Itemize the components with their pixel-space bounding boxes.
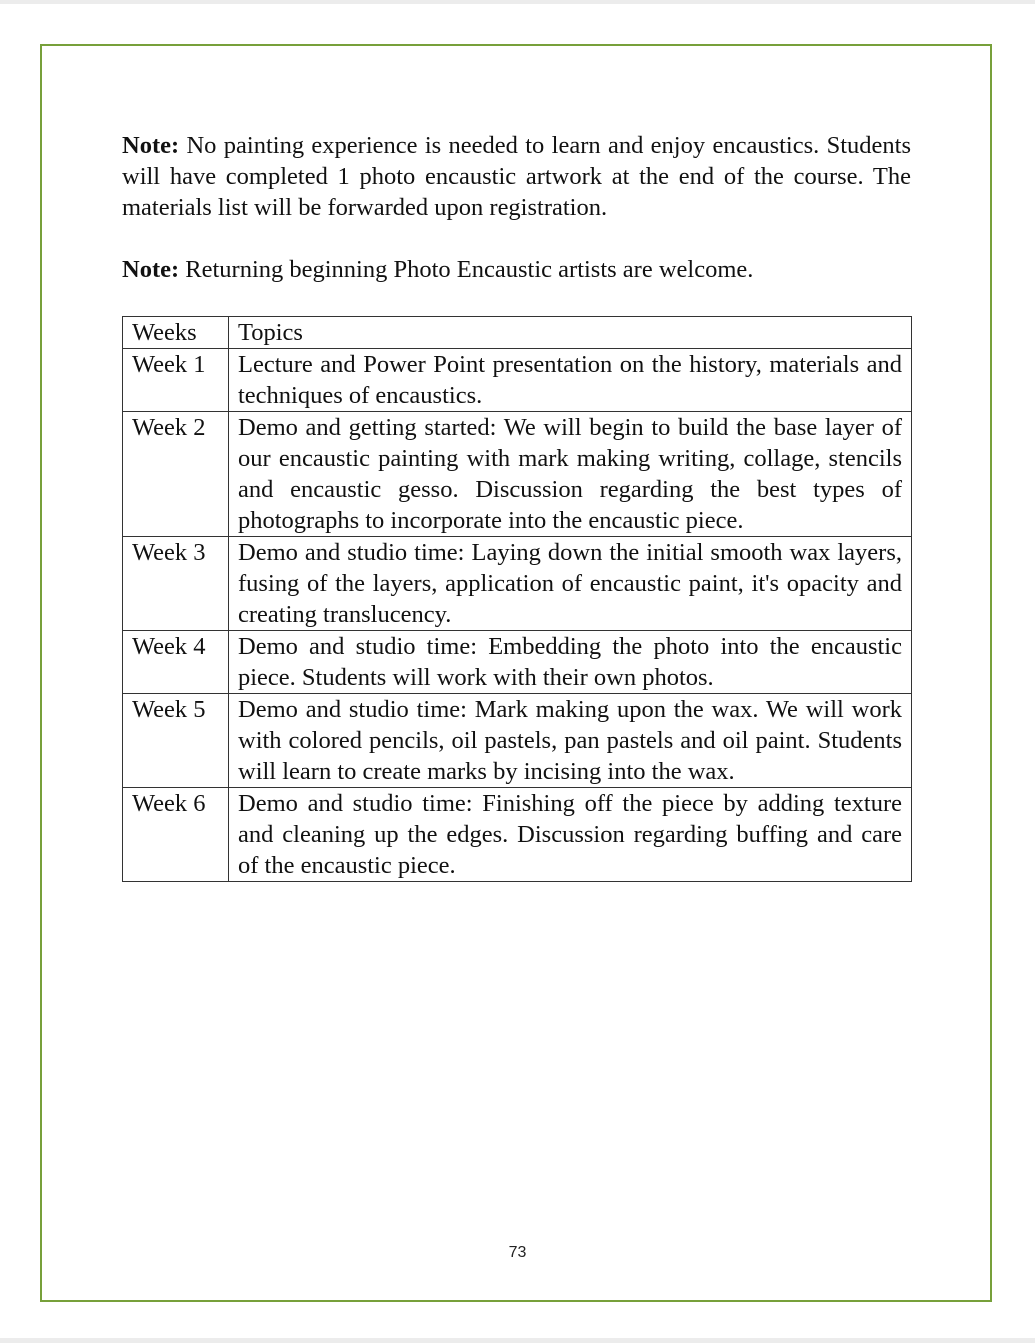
table-row: [123, 631, 912, 694]
note-text: No painting experience is needed to learn and enjoy encaustics. Students will have completed 1 photo encaustic artwork at the end of the course. The materials list will be forwarded upon registration.: [122, 132, 911, 221]
topic-cell: Demo and studio time: Embedding the photo into the encaustic piece. Students will work with their own photos.: [229, 631, 912, 694]
table-row: [123, 412, 912, 537]
note-text: Returning beginning Photo Encaustic artists are welcome.: [179, 256, 754, 283]
page-content: [122, 130, 911, 882]
week-cell: Week 6: [123, 788, 229, 882]
weekly-schedule-table: [122, 316, 912, 882]
topic-cell: Demo and studio time: Mark making upon the wax. We will work with colored pencils, oil pastels, pan pastels and oil paint. Students will learn to create marks by incising into the wax.: [229, 694, 912, 788]
weeks-column-header: Weeks: [123, 317, 229, 349]
week-cell: Week 4: [123, 631, 229, 694]
document-page: [0, 4, 1035, 1338]
table-row: [123, 537, 912, 631]
week-cell: Week 1: [123, 349, 229, 412]
week-cell: Week 3: [123, 537, 229, 631]
page-number: 73: [508, 1244, 527, 1261]
week-cell: Week 2: [123, 412, 229, 537]
table-row: [123, 349, 912, 412]
note-paragraph-1: [122, 130, 911, 223]
note-label: Note:: [122, 256, 180, 283]
week-cell: Week 5: [123, 694, 229, 788]
topic-cell: Demo and getting started: We will begin to build the base layer of our encaustic painting with mark making writing, collage, stencils and encaustic gesso. Discussion regarding the best types of photographs to incorporate into the encaustic piece.: [229, 412, 912, 537]
table-row: [123, 694, 912, 788]
table-header-row: [123, 317, 912, 349]
table-row: [123, 788, 912, 882]
note-label: Note:: [122, 132, 180, 159]
topic-cell: Demo and studio time: Laying down the initial smooth wax layers, fusing of the layers, application of encaustic paint, it's opacity and creating translucency.: [229, 537, 912, 631]
note-paragraph-2: [122, 254, 911, 285]
topics-column-header: Topics: [229, 317, 912, 349]
topic-cell: Demo and studio time: Finishing off the piece by adding texture and cleaning up the edges. Discussion regarding buffing and care of the encaustic piece.: [229, 788, 912, 882]
topic-cell: Lecture and Power Point presentation on the history, materials and techniques of encaustics.: [229, 349, 912, 412]
